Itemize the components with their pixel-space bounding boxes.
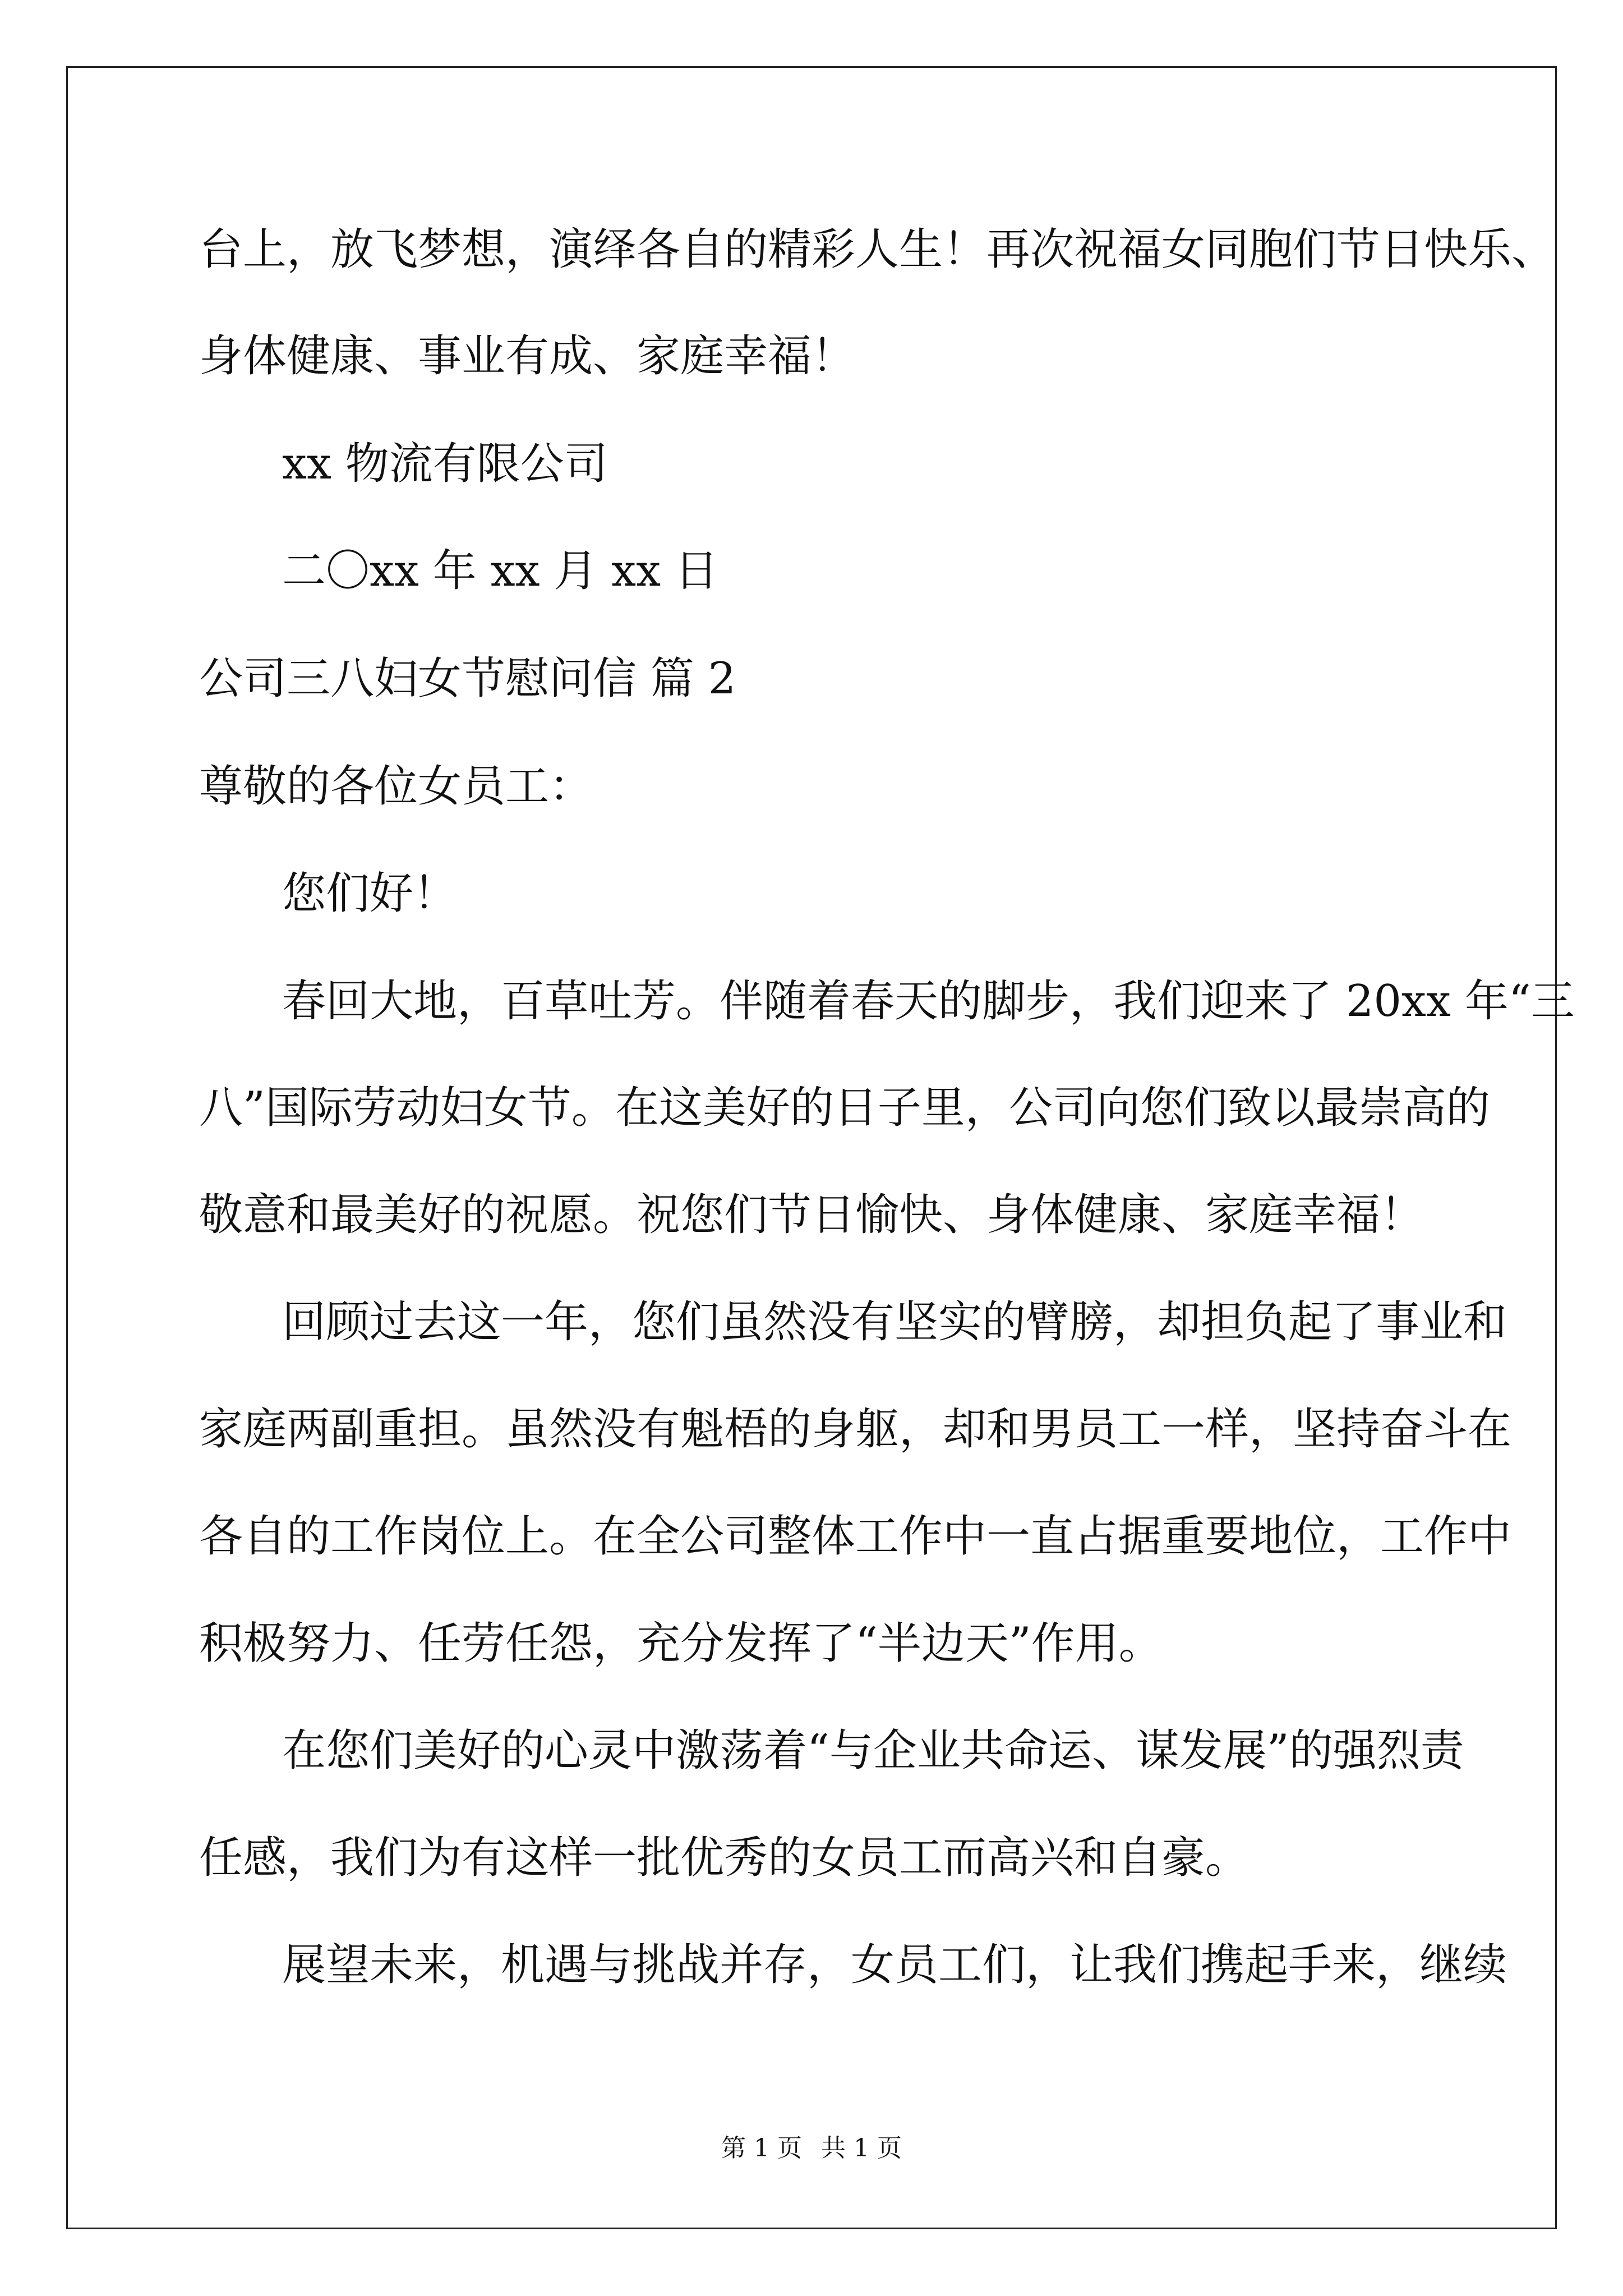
paragraph-line: 八”国际劳动妇女节。在这美好的日子里，公司向您们致以最崇高的 xyxy=(199,1083,1490,1133)
paragraph-line: 积极努力、任劳任怨，充分发挥了“半边天”作用。 xyxy=(199,1618,1163,1669)
salutation: 尊敬的各位女员工： xyxy=(199,761,593,812)
signature-date: 二〇xx 年 xx 月 xx 日 xyxy=(282,546,718,596)
paragraph-line: 回顾过去这一年，您们虽然没有坚实的臂膀，却担负起了事业和 xyxy=(282,1297,1507,1347)
paragraph-line: 在您们美好的心灵中激荡着“与企业共命运、谋发展”的强烈责 xyxy=(282,1726,1464,1776)
paragraph-line: 身体健康、事业有成、家庭幸福！ xyxy=(199,331,856,381)
greeting: 您们好！ xyxy=(282,868,458,919)
section-heading: 公司三八妇女节慰问信 篇 2 xyxy=(199,654,736,704)
paragraph-line: 任感，我们为有这样一批优秀的女员工而高兴和自豪。 xyxy=(199,1833,1249,1883)
paragraph-line: 台上，放飞梦想，演绎各自的精彩人生！再次祝福女同胞们节日快乐、 xyxy=(199,224,1556,275)
company-signature: xx 物流有限公司 xyxy=(282,439,608,489)
paragraph-line: 展望未来，机遇与挑战并存，女员工们，让我们携起手来，继续 xyxy=(282,1940,1507,1990)
page-number: 第 1 页 xyxy=(721,2134,802,2162)
page-border xyxy=(66,66,1557,2229)
page-footer xyxy=(0,2132,1623,2165)
paragraph-line: 各自的工作岗位上。在全公司整体工作中一直占据重要地位，工作中 xyxy=(199,1511,1512,1562)
paragraph-line: 春回大地，百草吐芳。伴随着春天的脚步，我们迎来了 20xx 年“三 xyxy=(282,976,1575,1027)
page-total: 共 1 页 xyxy=(821,2134,902,2162)
paragraph-line: 家庭两副重担。虽然没有魁梧的身躯，却和男员工一样，坚持奋斗在 xyxy=(199,1404,1512,1455)
paragraph-line: 敬意和最美好的祝愿。祝您们节日愉快、身体健康、家庭幸福！ xyxy=(199,1190,1424,1240)
